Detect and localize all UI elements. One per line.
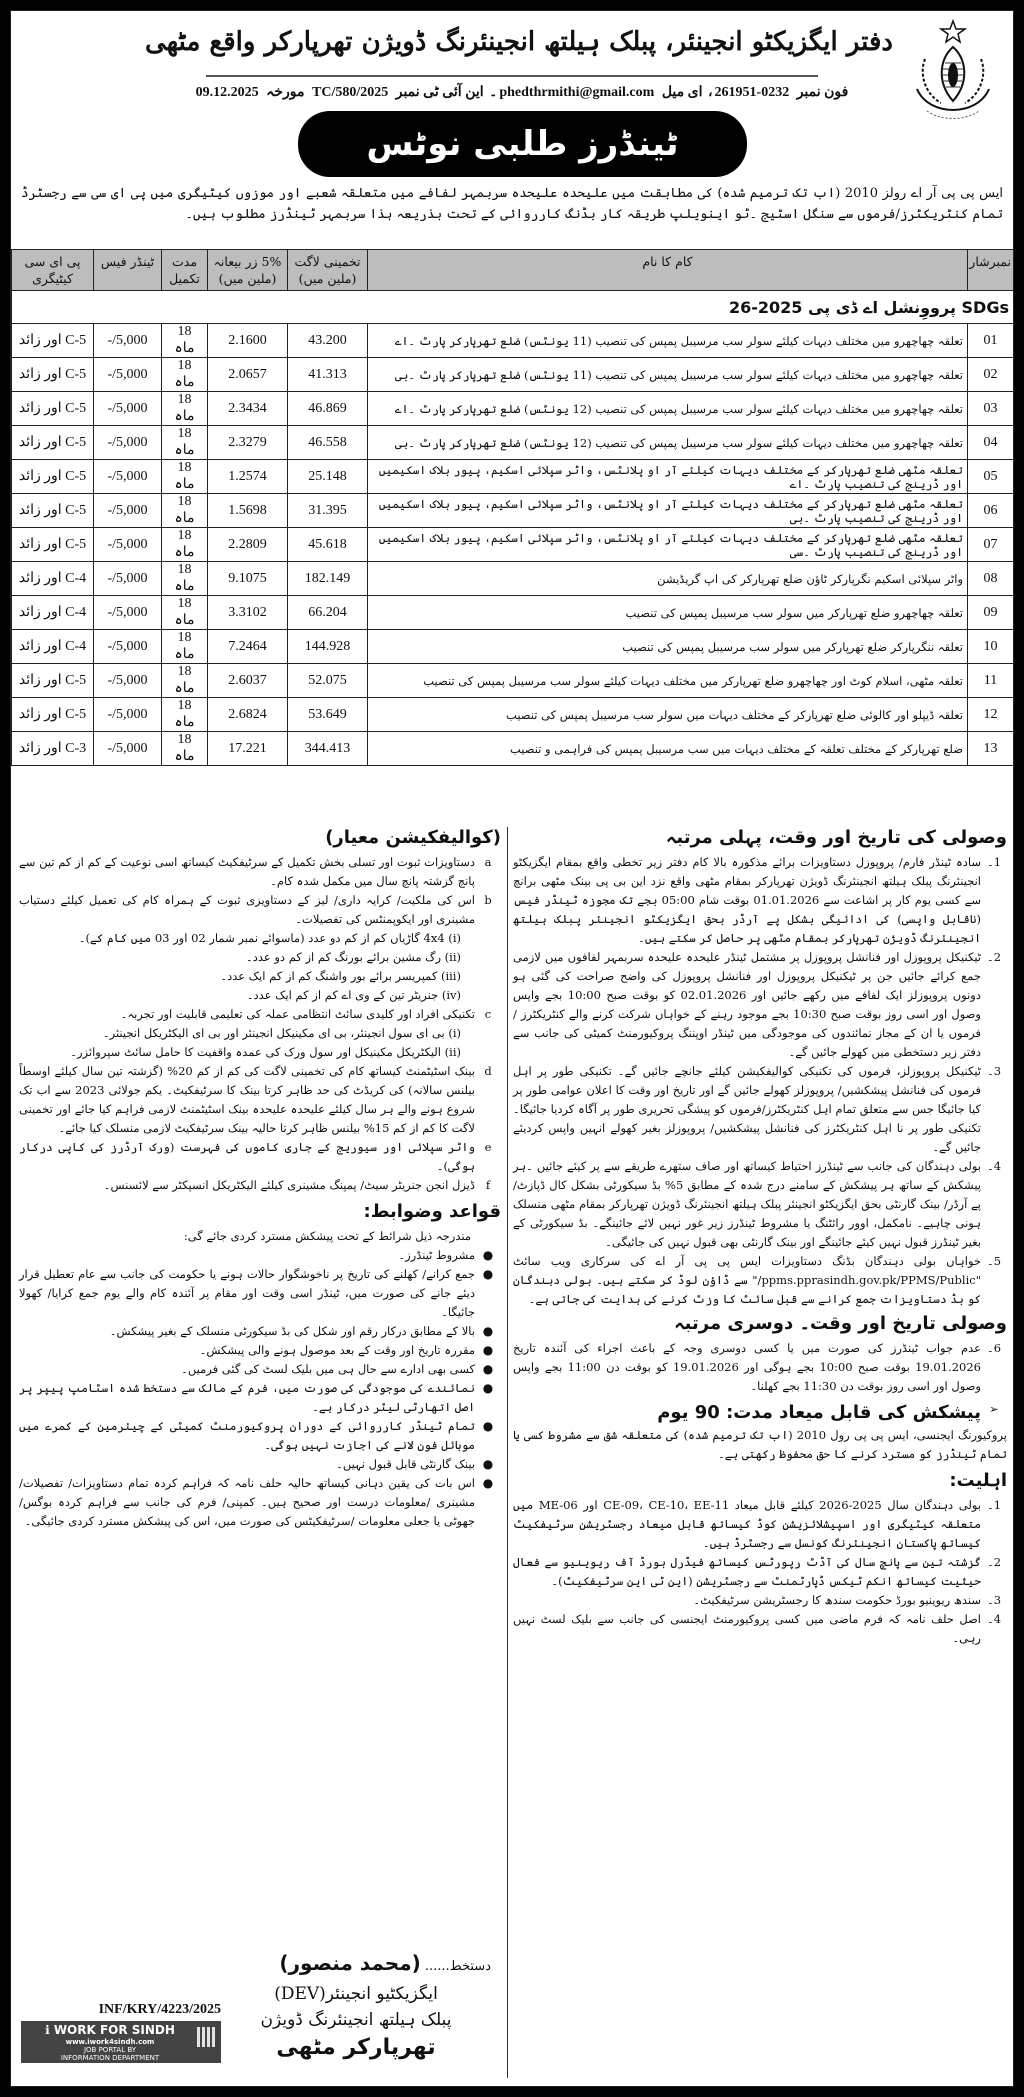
serial-cell: 06 <box>968 494 1014 528</box>
officer-location: تھرپارکر مٹھی <box>276 2035 436 2060</box>
qualification-item-d <box>19 1062 501 1138</box>
bullet-icon: ● <box>482 1267 494 1281</box>
work-name-cell: تعلقہ ننگرپارکر ضلع تھرپارکر میں سولر سب مرسیبل پمپس کی تنصیب <box>368 630 968 664</box>
validity-text-row <box>513 1426 1007 1464</box>
item-text: ٹیکنیکل پروپوزل اور فنانشل پروپوزل پر مشتمل ٹینڈر علیحدہ علیحدہ سربمہر لفافوں میں لازمی جمع کرائے جائیں جن پر ٹیکنیکل پروپوزل اور فنانشل پروپوزل کی واضح صراحت کی گئی ہو دونوں پروپوزلز ایک لفافے میں رکھے جائیں اور 02.01.2026 کو بوقت صبح 10:00 بجے واپس وصول اور اسی روز بوقت صبح 10:30 بجے موجود رہنے کے خواہاں شرکت کرنے والے کنٹریکٹرز /فرموں یا ان کے مجاز نمائندوں کی موجودگی میں ٹینڈر اوپننگ پروکیورمنٹ کمیٹی کی جانب سے دفتر زیر دستخطی میں کھولے جائیں گے۔ <box>513 950 981 1059</box>
rule-text: تمام ٹینڈر کارروائی کے دوران پروکیورمنٹ کمیٹی کے چیئرمین کے کمرے میں موبائل فون لانے کی اجازت نہیں ہوگی۔ <box>19 1419 475 1452</box>
iwork-title-text: WORK FOR SINDH <box>53 2023 175 2037</box>
serial-cell: 03 <box>968 392 1014 426</box>
item-marker: d <box>484 1064 492 1078</box>
pec-category-cell: C-3 اور زائد <box>12 732 94 766</box>
email-label: ای میل <box>661 85 703 100</box>
work-name-cell: تعلقہ چھاچھرو ضلع تھرپارکر میں سولر سب مرسیبل پمپس کی تنصیب <box>368 596 968 630</box>
item-number: 1۔ <box>986 1498 1002 1512</box>
rule-text: نمائندے کی موجودگی کی صورت میں، فرم کے مالک سے دستخط شدہ اسٹامپ پیپر پر اصل اتھارٹی لیٹر درکار ہے۔ <box>19 1381 475 1414</box>
item-text: سندھ ریوینیو بورڈ حکومت سندھ کا رجسٹریشن سرٹیفکیٹ۔ <box>693 1593 981 1607</box>
estimated-cost-cell: 43.200 <box>288 324 368 358</box>
receipt-first-item <box>513 1252 1007 1309</box>
qualification-item-c <box>19 1005 501 1024</box>
receipt-first-item <box>513 1062 1007 1157</box>
tender-fee-cell: 5,000/- <box>94 494 162 528</box>
rule-item <box>19 1455 501 1474</box>
nit-number: TC/580/2025 <box>312 85 389 100</box>
pec-category-cell: C-5 اور زائد <box>12 460 94 494</box>
work-name-cell: تعلقہ مٹھی ضلع تھرپارکر کے مختلف دیہات کیلئے آر او پلانٹس، واٹر سپلائی اسکیم، پیور بلاک اسکیمیں اور ڈرینج کی تنصیب پارٹ ۔اے <box>368 460 968 494</box>
footer-box <box>21 2001 221 2063</box>
contact-line: فون نمبر 0232-261951، ای میل phedthrmithi@gmail.com۔ این آئی ٹی نمبر TC/580/2025 مورخہ 09.12.2025 <box>195 85 849 100</box>
item-text: عدم جواب ٹینڈرز کی صورت میں یا کسی دوسری وجہ کے باعث اجراء کی آئندہ تاریخ 19.01.2026 بوقت صبح 10:00 بجے ہوگی اور 19.01.2026 کو بوقت دن 11:00 بجے واپس وصول اور اسی روز بوقت دن 11:30 بجے کھلنا۔ <box>513 1341 981 1393</box>
earnest-money-cell: 3.3102 <box>208 596 288 630</box>
equipment-subitem: (i) 4x4 گاڑیاں کم از کم دو عدد (ماسوائے نمبر شمار 02 اور 03 میں کام کے)۔ <box>78 931 461 945</box>
serial-cell: 13 <box>968 732 1014 766</box>
pec-category-cell: C-5 اور زائد <box>12 698 94 732</box>
tender-fee-cell: 5,000/- <box>94 562 162 596</box>
table-row <box>12 732 1014 766</box>
pec-category-cell: C-5 اور زائد <box>12 324 94 358</box>
serial-cell: 10 <box>968 630 1014 664</box>
bullet-icon: ● <box>482 1248 494 1262</box>
completion-period-cell: 18 ماہ <box>162 392 208 426</box>
table-header-row <box>12 250 1014 291</box>
qualification-item-a <box>19 853 501 891</box>
bullet-icon: ● <box>482 1457 494 1471</box>
signature-label: دستخط...... <box>424 1959 491 1974</box>
nit-label: این آئی ٹی نمبر <box>395 85 484 100</box>
officer-details <box>221 1981 491 2063</box>
col-tender-fee: ٹینڈر فیس <box>94 250 162 291</box>
item-number: 1۔ <box>986 855 1002 869</box>
serial-cell: 11 <box>968 664 1014 698</box>
serial-cell: 12 <box>968 698 1014 732</box>
tender-fee-cell: 5,000/- <box>94 392 162 426</box>
table-row <box>12 426 1014 460</box>
tender-fee-cell: 5,000/- <box>94 460 162 494</box>
signature-row <box>21 1981 491 2063</box>
rule-item <box>19 1360 501 1379</box>
tender-fee-cell: 5,000/- <box>94 528 162 562</box>
completion-period-cell: 18 ماہ <box>162 460 208 494</box>
estimated-cost-cell: 182.149 <box>288 562 368 596</box>
item-number: 5۔ <box>986 1254 1002 1268</box>
bullet-icon: ● <box>482 1343 494 1357</box>
intro-paragraph: ایس پی پی آر اے رولز 2010 (اب تک ترمیم شدہ) کی مطابقت میں علیحدہ علیحدہ سربمہر لفافے میں متعلقہ شعبے اور موزوں کیٹیگری میں پی ای سی سے رجسٹرڈ تمام کنٹریکٹرز/فرموں سے سنگل اسٹیج ۔ٹو اینویلپ طریقہ کار بڈنگ کارروائی کے تحت بذریعہ ہذا سربمہر ٹینڈرز مطلوب ہیں۔ <box>21 186 1003 222</box>
pec-category-cell: C-5 اور زائد <box>12 392 94 426</box>
rule-item <box>19 1379 501 1417</box>
rule-text: بالا کے مطابق درکار رقم اور شکل کی بڈ سیکورٹی منسلک کے بغیر پیشکش۔ <box>109 1324 475 1338</box>
divider <box>206 75 818 77</box>
rule-text: مشروط ٹینڈرز۔ <box>398 1248 475 1262</box>
validity-text: پروکیورنگ ایجنسی، ایس پی پی رول 2010 (اب تک ترمیم شدہ) کی متعلقہ شق سے مشروط کسی یا تمام ٹینڈرز کو مسترد کرنے کا حق محفوظ رکھتی ہے۔ <box>513 1428 1007 1461</box>
bullet-icon: ● <box>482 1419 494 1433</box>
qualification-heading: (کوالیفکیشن معیار) <box>325 827 501 848</box>
item-marker: b <box>484 893 492 907</box>
item-text: ڈیزل انجن جنریٹر سیٹ/ پمپنگ مشینری کیلئے الیکٹریکل انسپکٹر سے لائسنس۔ <box>103 1178 475 1192</box>
completion-period-cell: 18 ماہ <box>162 596 208 630</box>
work-name-cell: ضلع تھرپارکر کے مختلف تعلقہ کے مختلف دیہات میں سب مرسیبل پمپس کی فراہمی و تنصیب <box>368 732 968 766</box>
earnest-money-cell: 2.0657 <box>208 358 288 392</box>
serial-cell: 07 <box>968 528 1014 562</box>
completion-period-cell: 18 ماہ <box>162 494 208 528</box>
receipt-first-item <box>513 1157 1007 1252</box>
officer-designation: ایگزیکٹیو انجینئر(DEV) <box>274 1984 438 2004</box>
email-address[interactable]: phedthrmithi@gmail.com <box>499 85 655 100</box>
estimated-cost-cell: 66.204 <box>288 596 368 630</box>
item-text: بولی دہندگان کی جانب سے ٹینڈرز احتیاط کیساتھ اور صاف ستھرے طریقے سے پر کیئے جائیں ۔ہر پیشکش کے ساتھ ہر پیشکش کے سامنے درج شدہ کے مطابق 5% بڈ سیکورٹی بشکل کال ڈپازٹ/ پے آرڈر/ بینک گارنٹی بحق ایگزیکٹو انجینئر پبلک ہیلتھ انجینئرنگ ڈویژن تھرپارکر بمقام مٹھی منسلک ہونی چاہیے۔ نامکمل، اوور رائٹنگ یا مشروط ٹینڈرز زیر غور نہیں لائے جائینگے۔ بڈ سیکورٹی کے بغیر ٹینڈرز قبول نہیں کیئے جائینگے اور بینک گارنٹی بھی قبول نہیں کی جائیگی۔ <box>513 1159 981 1249</box>
completion-period-cell: 18 ماہ <box>162 664 208 698</box>
tender-fee-cell: 5,000/- <box>94 596 162 630</box>
estimated-cost-cell: 25.148 <box>288 460 368 494</box>
tender-fee-cell: 5,000/- <box>94 732 162 766</box>
work-name-cell: تعلقہ چھاچھرو میں مختلف دیہات کیلئے سولر سب مرسیبل پمپس کی تنصیب (11 یونٹس) ضلع تھرپارکر پارٹ ۔بی <box>368 358 968 392</box>
col-serial: نمبرشار <box>968 250 1014 291</box>
estimated-cost-cell: 31.395 <box>288 494 368 528</box>
work-name-cell: واٹر سپلائی اسکیم نگرپارکر ٹاؤن ضلع تھرپارکر کی اپ گریڈیشن <box>368 562 968 596</box>
tender-fee-cell: 5,000/- <box>94 426 162 460</box>
item-text: سادہ ٹینڈر فارم/ پروپوزل دستاویزات برائے مذکورہ بالا کام دفتر زیر تخطی واقع بمقام ایگزیکٹو انجینئرنگ پبلک ہیلتھ انجینئرنگ ڈویژن تھرپارکر بمقام مٹھی واقع نزد این بی پی بینک مٹھی برانچ سے کسی یوم کار پر اشاعت سے 01.01.2026 بوقت شام 05:00 بجے تک مجوزہ ٹینڈر فیس (ناقابل واپسی) کی ادائیگی بشکل پے آرڈر بحق ایگزیکٹو انجینئر پبلک ہیلتھ انجینئرنگ ڈویژن تھرپارکر بمقام مٹھی پر حاصل کر سکتے ہیں۔ <box>513 855 981 945</box>
earnest-money-cell: 1.2574 <box>208 460 288 494</box>
estimated-cost-cell: 41.313 <box>288 358 368 392</box>
pec-category-cell: C-5 اور زائد <box>12 426 94 460</box>
section-title: SDGs پرووِنشل اے ڈی پی 2025-26 <box>12 291 1014 324</box>
rules-intro: مندرجہ ذیل شرائط کے تحت پیشکش مسترد کردی جائے گی: <box>183 1229 471 1243</box>
col-pec-category: پی ای سی کیٹیگری <box>12 250 94 291</box>
officer-division: پبلک ہیلتھ انجینئرنگ ڈویژن <box>260 2010 452 2030</box>
item-text: گزشتہ تین سے پانچ سال کی آڈٹ رپورٹس کیساتھ فیڈرل بورڈ آف ریوینیو سے فعال حیثیت کیساتھ انکم ٹیکس ڈپارٹمنٹ سے رجسٹریشن (این ٹی این سرٹیفکیٹ)۔ <box>513 1555 981 1588</box>
serial-cell: 09 <box>968 596 1014 630</box>
info-icon: ℹ <box>45 2023 54 2037</box>
item-text: دستاویزات ثبوت اور تسلی بخش تکمیل کے سرٹیفکیٹ کیساتھ اسی نوعیت کے کم از کم تین سے پانچ گزشتہ پانچ سال میں مکمل شدہ کام۔ <box>19 855 475 888</box>
right-column <box>513 823 1007 1648</box>
tender-fee-cell: 5,000/- <box>94 630 162 664</box>
estimated-cost-cell: 344.413 <box>288 732 368 766</box>
earnest-money-cell: 1.5698 <box>208 494 288 528</box>
signature-line <box>21 1949 491 1981</box>
iwork-line1: JOB PORTAL BY <box>83 2046 137 2054</box>
signature-block <box>21 1949 491 2063</box>
rule-text: اس بات کی یقین دہانی کیساتھ حالیہ حلف نامہ کہ فراہم کردہ تمام دستاویزات/ تفصیلات/ مشینری /معلومات درست اور صحیح ہیں۔ کمپنی/ فرم کی جانب سے فراہم کردہ بوگس/ جھوٹی یا جعلی معلومات /سرٹیفکیٹس کی صورت میں، اس کی پیشکش مسترد کردی جائیگی۔ <box>19 1476 475 1528</box>
iwork-line2: INFORMATION DEPARTMENT <box>60 2054 160 2062</box>
inf-reference: INF/KRY/4223/2025 <box>98 2002 221 2017</box>
rule-item <box>19 1417 501 1455</box>
earnest-money-cell: 2.3279 <box>208 426 288 460</box>
receipt-first-item <box>513 853 1007 948</box>
completion-period-cell: 18 ماہ <box>162 324 208 358</box>
col-earnest-money: 5% زر بیعانہ (ملین میں) <box>208 250 288 291</box>
estimated-cost-cell: 144.928 <box>288 630 368 664</box>
table-row <box>12 358 1014 392</box>
item-marker: c <box>484 1007 492 1021</box>
item-text: واٹر سپلائی اور سیوریج کے جاری کاموں کی فہرست (ورک آرڈرز کی کاپی درکار ہوگی)۔ <box>19 1140 475 1173</box>
pec-category-cell: C-4 اور زائد <box>12 630 94 664</box>
validity-heading: پیشکش کی قابل میعاد مدت: 90 یوم <box>657 1402 981 1423</box>
serial-cell: 04 <box>968 426 1014 460</box>
completion-period-cell: 18 ماہ <box>162 630 208 664</box>
sindh-government-emblem-icon <box>905 19 1001 129</box>
receipt-first-item <box>513 948 1007 1062</box>
eligibility-heading: اہلیت: <box>949 1470 1007 1491</box>
pec-category-cell: C-5 اور زائد <box>12 494 94 528</box>
rule-text: کسی بھی ادارے سے حال ہی میں بلیک لسٹ کی گئی فرمیں۔ <box>181 1362 475 1376</box>
work-name-cell: تعلقہ ڈیپلو اور کالوئی ضلع تھرپارکر کے مختلف دیہات میں سولر سب مرسیبل پمپس کی تنصیب <box>368 698 968 732</box>
completion-period-cell: 18 ماہ <box>162 528 208 562</box>
col-work-name: کام کا نام <box>368 250 968 291</box>
earnest-money-cell: 2.6037 <box>208 664 288 698</box>
earnest-money-cell: 2.6824 <box>208 698 288 732</box>
item-number: 4۔ <box>986 1159 1002 1173</box>
receipt-second-item <box>513 1339 1007 1396</box>
receipt-first-heading: وصولی کی تاریخ اور وقت، پہلی مرتبہ <box>665 827 1007 848</box>
tender-notice-page <box>10 10 1014 2087</box>
equipment-subitem: (ii) رگ مشین برائے بورنگ کم از کم دو عدد۔ <box>245 950 461 964</box>
eligibility-item <box>513 1610 1007 1648</box>
receipt-second-heading: وصولی تاریخ اور وقت۔ دوسری مرتبہ <box>674 1313 1007 1334</box>
notice-title-banner: ٹینڈرز طلبی نوٹس <box>298 111 747 177</box>
qualification-item-e <box>19 1138 501 1176</box>
item-marker: f <box>485 1178 491 1192</box>
bullet-icon: ● <box>482 1362 494 1376</box>
rule-text: جمع کرانے/ کھلنے کی تاریخ پر ناخوشگوار حالات ہونے یا حکومت کی جانب سے عام تعطیل قرار دیئے جانے کی صورت میں، ٹینڈر اسی وقت اور مقام پر آئندہ کام والے یوم جمع کرایا/ کھولا جائیگا۔ <box>19 1267 475 1319</box>
earnest-money-cell: 9.1075 <box>208 562 288 596</box>
table-row <box>12 630 1014 664</box>
item-number: 2۔ <box>986 1555 1002 1569</box>
item-number: 2۔ <box>986 950 1002 964</box>
table-row <box>12 562 1014 596</box>
item-text: بینک اسٹیٹمنٹ کیساتھ کام کی تخمینی لاگت کی کم از کم 20% (گزشتہ تین سال کیلئے اوسطاً بیلنس سالانہ) کی کریڈٹ کی حد ظاہر کرتا بینک کا سرٹیفکیٹ۔ یکم جولائی 2023 سے اب تک شروع ہونے والے ہر سال کیلئے علیحدہ علیحدہ بینک اسٹیٹمنٹ لازمی فراہم کیا جائے اور تخمینی لاگت کا کم از کم 15% بیلنس ظاہر کرتا حالیہ بینک سرٹیفکیٹ لازمی منسلک کیا جائے۔ <box>19 1064 476 1135</box>
eligibility-item <box>513 1496 1007 1553</box>
notice-date: 09.12.2025 <box>195 85 259 100</box>
completion-period-cell: 18 ماہ <box>162 698 208 732</box>
bullet-icon: ● <box>482 1476 494 1490</box>
rule-item <box>19 1265 501 1322</box>
serial-cell: 02 <box>968 358 1014 392</box>
table-row <box>12 596 1014 630</box>
estimated-cost-cell: 46.869 <box>288 392 368 426</box>
rule-item <box>19 1322 501 1341</box>
tender-fee-cell: 5,000/- <box>94 324 162 358</box>
arrow-bullet-icon: ➢ <box>989 1402 999 1416</box>
serial-cell: 05 <box>968 460 1014 494</box>
estimated-cost-cell: 45.618 <box>288 528 368 562</box>
item-marker: e <box>484 1140 492 1154</box>
iwork-for-sindh-banner[interactable] <box>21 2021 221 2063</box>
date-label: مورخہ <box>266 85 305 100</box>
item-number: 4۔ <box>986 1612 1002 1626</box>
item-text: اصل حلف نامہ کہ فرم ماضی میں کسی پروکیورمنٹ ایجنسی کی جانب سے بلیک لسٹ نہیں رہی۔ <box>513 1612 981 1645</box>
officer-name: (محمد منصور) <box>279 1951 421 1975</box>
iwork-title <box>21 2021 221 2038</box>
column-divider <box>507 827 508 2078</box>
earnest-money-cell: 2.1600 <box>208 324 288 358</box>
item-number: 3۔ <box>986 1064 1002 1078</box>
item-number: 6۔ <box>986 1341 1002 1355</box>
eligibility-item <box>513 1591 1007 1610</box>
item-text: بولی دہندگان سال 2025-2026 کیلئے قابل میعاد CE-09، CE-10، EE-11 اور ME-06 میں متعلقہ کیٹیگری اور اسپیشلائزیشن کوڈ کیساتھ قابل میعاد رجسٹریشن سرٹیفکیٹ کیساتھ پاکستان انجینئرنگ کونسل سے رجسٹرڈ ہیں۔ <box>513 1498 981 1550</box>
item-marker: a <box>484 855 492 869</box>
col-estimated-cost: تخمینی لاگت (ملین میں) <box>288 250 368 291</box>
item-text: خواہاں بولی دہندگان بڈنگ دستاویزات ایس پی پی آر اے کی سرکاری ویب سائٹ "ppms.pprasindh.gov.pk/PPMS/Public/" سے ڈاؤن لوڈ کر سکتے ہیں۔ بولی دہندگان کو بڈ دستاویزات جمع کرانے سے قبل سائٹ کا وزٹ کرنے کی ہدایت کی جاتی ہے۔ <box>513 1254 981 1306</box>
office-title: دفتر ایگزیکٹو انجینئر، پبلک ہیلتھ انجینئرنگ ڈویژن تھرپارکر واقع مٹھی <box>144 27 893 57</box>
bullet-icon: ● <box>482 1381 494 1395</box>
serial-cell: 01 <box>968 324 1014 358</box>
staff-subitem: (ii) الیکٹریکل مکینیکل اور سول ورک کی عمدہ واقفیت کا حامل سائٹ سپروائزر۔ <box>70 1045 461 1059</box>
earnest-money-cell: 2.2809 <box>208 528 288 562</box>
completion-period-cell: 18 ماہ <box>162 562 208 596</box>
item-text: ٹیکنیکل پروپوزلز، فرموں کی تکنیکی کوالیفکیشن کیلئے جانچے جائیں گے۔ تکنیکی طور پر اہل فرموں کی فنانشل پیشکشیں/ پروپوزلز کھولے جائیں گے اور تاریخ اور وقت کا اعلان عوامی طور پر کیا جائیگا جس سے متعلق تمام اہل کنٹریکٹرز/فرموں کو پیشگی تحریری طور پر آگاہ کردیا جائیگا۔ تکنیکی طور پر نا اہل کنٹریکٹرز کی فنانشل پیشکشیں/ پروپوزلز بغیر کھولے انہیں واپس کردیئے جائیں گے۔ <box>513 1064 981 1154</box>
rules-heading: قواعد وضوابط: <box>363 1201 501 1222</box>
work-name-cell: تعلقہ چھاچھرو میں مختلف دیہات کیلئے سولر سب مرسیبل پمپس کی تنصیب (11 یونٹس) ضلع تھرپارکر پارٹ ۔اے <box>368 324 968 358</box>
equipment-subitem: (iii) کمپریسر برائے بور واشنگ کم از کم ایک عدد۔ <box>220 969 461 983</box>
tender-fee-cell: 5,000/- <box>94 664 162 698</box>
phone-number: 0232-261951 <box>714 85 790 100</box>
pec-category-cell: C-5 اور زائد <box>12 528 94 562</box>
pec-category-cell: C-4 اور زائد <box>12 596 94 630</box>
rule-text: بینک گارنٹی قابل قبول نہیں۔ <box>336 1457 475 1471</box>
rule-item <box>19 1341 501 1360</box>
item-number: 3۔ <box>986 1593 1002 1607</box>
equipment-subitem: (iv) جنریٹر تین کے وی اے کم از کم ایک عدد۔ <box>246 988 461 1002</box>
table-row <box>12 392 1014 426</box>
phone-label: فون نمبر <box>796 85 849 100</box>
left-column <box>19 823 501 1531</box>
qualification-item-b <box>19 891 501 929</box>
table-row <box>12 494 1014 528</box>
table-row <box>12 324 1014 358</box>
rule-item <box>19 1246 501 1265</box>
validity-block <box>513 1400 1007 1426</box>
staff-subitem: (i) بی ای سول انجینئر، بی ای مکینیکل انجینئر اور بی ای الیکٹریکل انجینئر۔ <box>102 1026 461 1040</box>
completion-period-cell: 18 ماہ <box>162 732 208 766</box>
qr-code-icon <box>197 2027 217 2047</box>
item-text: تکنیکی افراد اور کلیدی سائٹ انتظامی عملہ کی تعلیمی قابلیت اور تجربہ۔ <box>120 1007 475 1021</box>
earnest-money-cell: 7.2464 <box>208 630 288 664</box>
col-completion-period: مدت تکمیل <box>162 250 208 291</box>
table-row <box>12 698 1014 732</box>
rule-text: مقررہ تاریخ اور وقت کے بعد موصول ہونے والی پیشکش۔ <box>199 1343 475 1357</box>
earnest-money-cell: 17.221 <box>208 732 288 766</box>
table-row <box>12 528 1014 562</box>
iwork-url[interactable]: www.iwork4sindh.com <box>65 2038 155 2046</box>
pec-category-cell: C-4 اور زائد <box>12 562 94 596</box>
rule-item <box>19 1474 501 1531</box>
section-row <box>12 291 1014 324</box>
completion-period-cell: 18 ماہ <box>162 358 208 392</box>
table-row <box>12 460 1014 494</box>
rules-intro-row <box>19 1227 501 1246</box>
work-name-cell: تعلقہ مٹھی ضلع تھرپارکر کے مختلف دیہات کیلئے آر او پلانٹس، واٹر سپلائی اسکیم، پیور بلاک اسکیمیں اور ڈرینج کی تنصیب پارٹ ۔بی <box>368 494 968 528</box>
pec-category-cell: C-5 اور زائد <box>12 358 94 392</box>
work-name-cell: تعلقہ مٹھی، اسلام کوٹ اور چھاچھرو ضلع تھرپارکر میں مختلف دیہات کیلئے سولر سب مرسیبل پمپس کی تنصیب <box>368 664 968 698</box>
tender-fee-cell: 5,000/- <box>94 698 162 732</box>
item-text: اس کی ملکیت/ کرایہ داری/ لیز کے دستاویزی ثبوت کے ہمراہ کام کی تعمیل کیلئے دستیاب مشینری اور ایکوپمنٹس کی تفصیلات۔ <box>19 893 475 926</box>
work-name-cell: تعلقہ چھاچھرو میں مختلف دیہات کیلئے سولر سب مرسیبل پمپس کی تنصیب (12 یونٹس) ضلع تھرپارکر پارٹ ۔اے <box>368 392 968 426</box>
bullet-icon: ● <box>482 1324 494 1338</box>
estimated-cost-cell: 53.649 <box>288 698 368 732</box>
qualification-item-f <box>19 1176 501 1195</box>
work-name-cell: تعلقہ مٹھی ضلع تھرپارکر کے مختلف دیہات کیلئے آر او پلانٹس، واٹر سپلائی اسکیم، پیور بلاک اسکیمیں اور ڈرینج کی تنصیب پارٹ ۔سی <box>368 528 968 562</box>
estimated-cost-cell: 52.075 <box>288 664 368 698</box>
tender-fee-cell: 5,000/- <box>94 358 162 392</box>
estimated-cost-cell: 46.558 <box>288 426 368 460</box>
eligibility-item <box>513 1553 1007 1591</box>
earnest-money-cell: 2.3434 <box>208 392 288 426</box>
pec-category-cell: C-5 اور زائد <box>12 664 94 698</box>
work-name-cell: تعلقہ چھاچھرو میں مختلف دیہات کیلئے سولر سب مرسیبل پمپس کی تنصیب (12 یونٹس) ضلع تھرپارکر پارٹ ۔بی <box>368 426 968 460</box>
table-row <box>12 664 1014 698</box>
works-table <box>11 249 1014 766</box>
completion-period-cell: 18 ماہ <box>162 426 208 460</box>
serial-cell: 08 <box>968 562 1014 596</box>
